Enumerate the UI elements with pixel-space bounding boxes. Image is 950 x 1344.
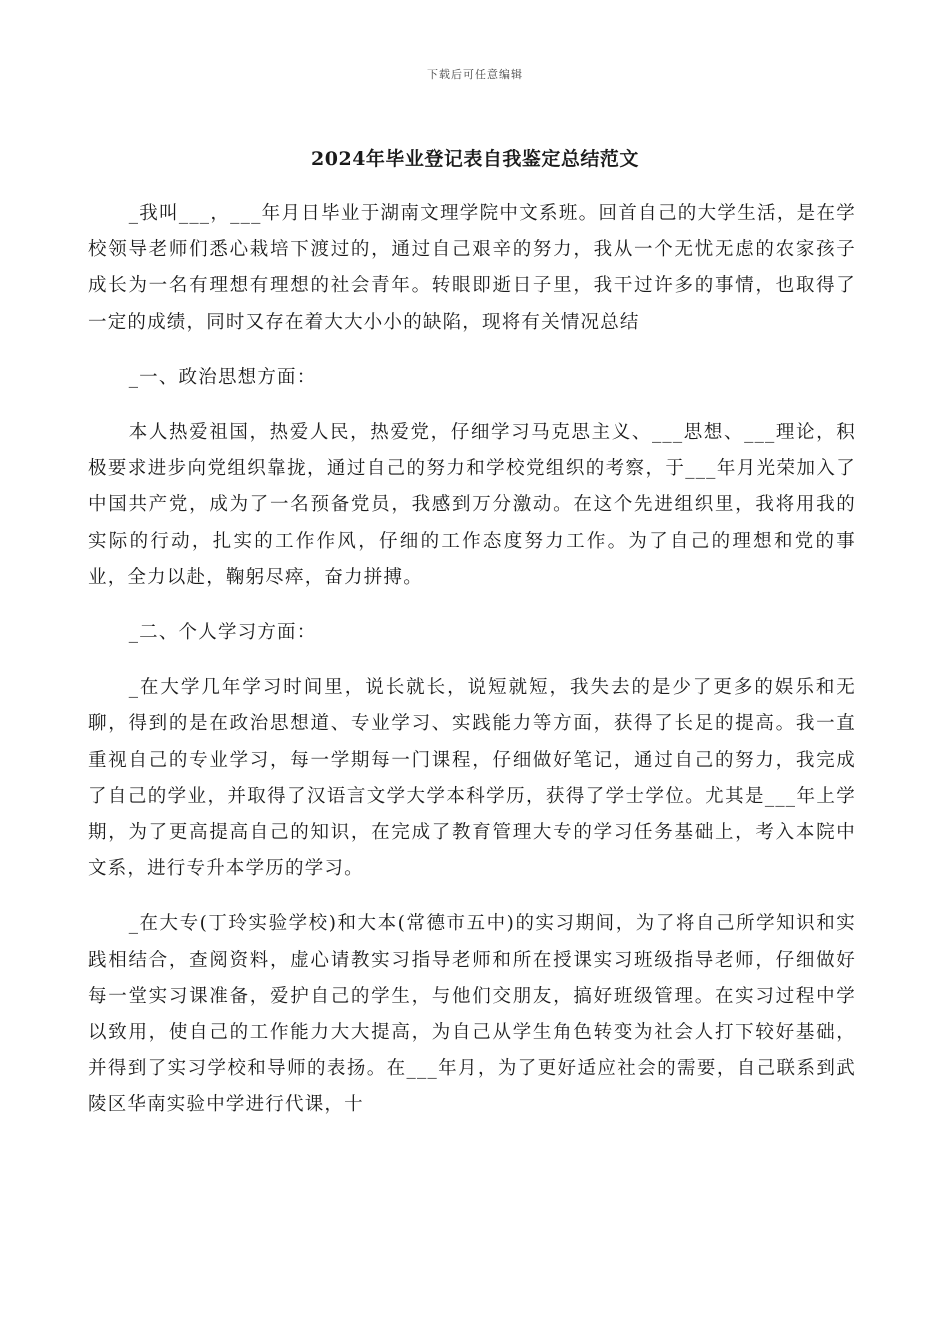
paragraph-politics: 本人热爱祖国，热爱人民，热爱党，仔细学习马克思主义、___思想、___理论，积极要求进步向党组织靠拢，通过自己的努力和学校党组织的考察，于___年月光荣加入了中国共产党，成为了一名预备党员，我感到万分激动。在这个先进组织里，我将用我的实际的行动，扎实的工作作风，仔细的工作态度努力工作。为了自己的理想和党的事业，全力以赴，鞠躬尽瘁，奋力拼搏。 [88,422,856,588]
document-title: 2024年毕业登记表自我鉴定总结范文 [311,148,639,170]
paragraph-study: _在大学几年学习时间里，说长就长，说短就短，我失去的是少了更多的娱乐和无聊，得到的是在政治思想道、专业学习、实践能力等方面，获得了长足的提高。我一直重视自己的专业学习，每一学期每一门课程，仔细做好笔记，通过自己的努力，我完成了自己的学业，并取得了汉语言文学大学本科学历，获得了学士学位。尤其是___年上学期，为了更高提高自己的知识，在完成了教育管理大专的学习任务基础上，考入本院中文系，进行专升本学历的学习。 [88,677,856,880]
header-note: 下载后可任意编辑 [427,68,523,81]
document-body [88,196,856,1143]
section-heading-politics: _一、政治思想方面： [128,366,317,388]
section-heading-study: _二、个人学习方面： [128,622,317,644]
paragraph-intro: _我叫___，___年月日毕业于湖南文理学院中文系班。回首自己的大学生活，是在学校领导老师们悉心栽培下渡过的，通过自己艰辛的努力，我从一个无忧无虑的农家孩子成长为一名有理想有理想的社会青年。转眼即逝日子里，我干过许多的事情，也取得了一定的成绩，同时又存在着大大小小的缺陷，现将有关情况总结 [88,203,856,333]
paragraph-internship: _在大专(丁玲实验学校)和大本(常德市五中)的实习期间，为了将自己所学知识和实践相结合，查阅资料，虚心请教实习指导老师和所在授课实习班级指导老师，仔细做好每一堂实习课准备，爱护自己的学生，与他们交朋友，搞好班级管理。在实习过程中学以致用，使自己的工作能力大大提高，为自己从学生角色转变为社会人打下较好基础，并得到了实习学校和导师的表扬。在___年月，为了更好适应社会的需要，自己联系到武陵区华南实验中学进行代课，十 [88,913,856,1116]
